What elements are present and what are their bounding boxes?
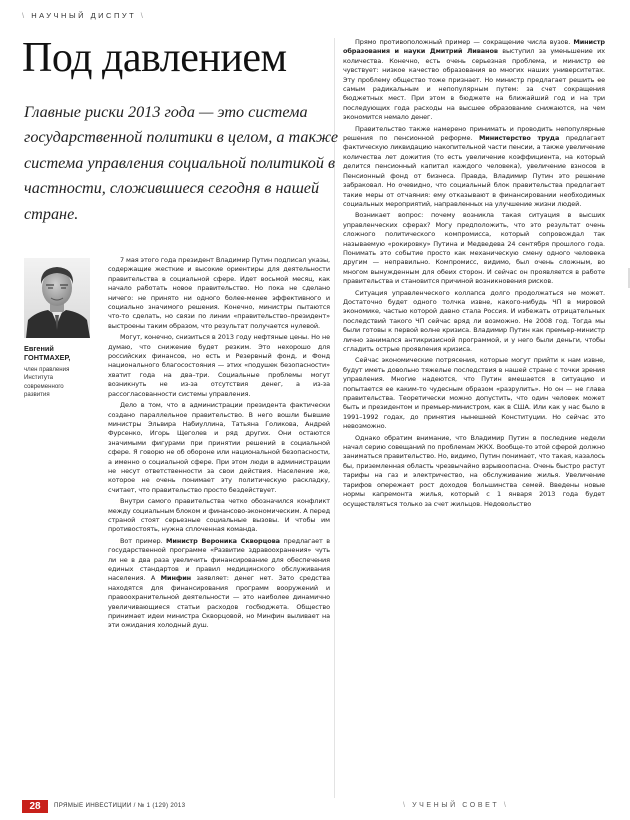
author-role: член правления Института современного развития <box>24 365 70 399</box>
rubric-slash-right: \ <box>140 11 146 20</box>
text-run: Прямо противоположный пример — сокращение числа вузов. <box>355 38 574 46</box>
section-rubric <box>22 11 145 20</box>
paragraph: 7 мая этого года президент Владимир Путин подписал указы, содержащие жесткие и высокие ориентиры для деятельности правительства в социальной сфере. Идет восьмой месяц, как начало работать новое правительство. Но пока не сделано ничего: не принято ни одного более-менее эффективного и социально значимого решения. Конечно, министры пытаются что-то сделать, но связи по линии «правительство–президент» выстроены таким образом, что результат получается нулевой. <box>108 256 330 330</box>
paragraph: Могут, конечно, снизиться в 2013 году нефтяные цены. Но не думаю, что снижение будет резким. Это нехорошо для российских финансов, но есть и Резервный фонд, и Фонд национального благосостояния — этих «подушек безопасности» хватит года на два–три. Социальные проблемы могут возникнуть не из-за отсутствия денег, а из-за рассогласованности системы управления. <box>108 333 330 398</box>
paragraph <box>343 38 605 123</box>
paragraph: Ситуация управленческого коллапса долго продолжаться не может. Достаточно будет одного толчка извне, какого-нибудь ЧП в мировой экономике, частью которой давно стала Россия. И избежать отрицательных последствий такого ЧП сейчас вряд ли возможно. Не 2008 год. Тогда мы были готовы к первой волне кризиса. Владимир Путин как премьер-министр лично занимался антикризисной программой, и у него были деньги, чтобы сгладить острые проявления кризиса. <box>343 288 605 353</box>
page-footer <box>0 796 630 820</box>
footer-rubric-text: УЧЕНЫЙ СОВЕТ <box>412 802 500 809</box>
article-column-1 <box>108 256 330 776</box>
bold-run: Министр образования и науки Дмитрий Ливанов <box>343 38 605 56</box>
footer-rubric <box>403 802 508 809</box>
author-byline <box>24 344 88 399</box>
bold-run: Министр Вероника Скворцова <box>166 536 280 545</box>
page-title: Под давлением <box>22 35 287 81</box>
author-last-name: ГОНТМАХЕР, <box>24 353 71 363</box>
paragraph: Однако обратим внимание, что Владимир Путин в последние недели начал серию совещаний по проблемам ЖКХ. Вообще-то этой сферой должно заниматься правительство. Но, видимо, Путин понимает, что такая, казалось бы, приземленная область чрезвычайно взрывоопасна. Очень быстро растут тарифы на газ и электричество, на обслуживание жилья. Увеличение тарифов опережает рост доходов большинства семей. Введены новые нормы капремонта жилья, который с 1 января 2013 года будет осуществляться только за счет жильцов. Недовольство <box>343 433 605 508</box>
lead-paragraph: Главные риски 2013 года — это система государственной политики в целом, а также система управления социальной политикой в частности, сложившиеся сегодня в нашей стране. <box>24 103 339 223</box>
author-photo <box>24 258 90 338</box>
paragraph <box>343 125 605 210</box>
paragraph: Внутри самого правительства четко обозначился конфликт между социальным блоком и финансово-экономическим. А перед страной стоят серьезные социальные вызовы. И чтобы им противостоять, нужна сплоченная команда. <box>108 497 330 534</box>
rubric-slash-right: \ <box>503 802 509 809</box>
publication-info: ПРЯМЫЕ ИНВЕСТИЦИИ / № 1 (129) 2013 <box>54 802 186 809</box>
paragraph <box>108 537 330 631</box>
text-run: предлагает фактическую ликвидацию накопительной части пенсии, а также увеличение количества лет дожития (то есть увеличение коэффициента, на который делится пенсионный капитал каждого человека), увеличение взносов в Пенсионный фонд от бизнеса. Правда, Владимир Путин это решение забраковал. Но очевидно, что социальный блок правительства предлагает такие меры от отчаяния: ему отказывают в финансировании необходимых социальных мероприятий, направленных на улучшение жизни людей. <box>343 134 605 208</box>
text-run: заявляет: денег нет. Зато средства находятся для финансирования программ вооружений и правоохранительной деятельности — это наиболее динамично увеличивающиеся статьи расходов госбюджета. Общество принимает идеи министра Скворцовой, но Минфин выливает на эти ожидания холодный душ. <box>108 574 330 630</box>
article-column-2 <box>343 38 605 800</box>
text-run: Правительство также намерено принимать и проводить непопулярные решения по пенсионной реформе. <box>343 124 605 143</box>
portrait-image <box>24 258 90 338</box>
paragraph: Дело в том, что в администрации президента фактически создано параллельное правительство. В него вошли бывшие министры Эльвира Набиуллина, Татьяна Голикова, Андрей Фурсенко, Игорь Щеголев и ряд других. Они остаются значимыми фигурами при принятии решений в социальной сфере. Я говорю не об обороне или национальной безопасности, а именно о социальной сфере. При этом люди в администрации не несут ответственности за свои действия. Население же, которое не очень понимает эту политическую раскладку, считает, что правительство просто бездействует. <box>108 401 330 494</box>
rubric-slash-left: \ <box>403 802 408 809</box>
rubric-text: НАУЧНЫЙ ДИСПУТ <box>31 11 137 20</box>
bold-run: Минфин <box>160 574 192 583</box>
bold-run: Министерство труда <box>478 134 560 143</box>
text-run: предлагает в государственной программе «Развитие здравоохранения» чуть ли не в два раза увеличить финансирование для обеспечения единых стандартов и правил медицинского обслуживания населения. А <box>108 536 330 583</box>
author-first-name: Евгений <box>24 344 54 353</box>
paragraph: Возникает вопрос: почему возникла такая ситуация в высших управленческих сферах? Могу предположить, что это результат очень сложного политического компромисса, который сопровождал так называемую «рокировку» Путина и Медведева 24 сентября прошлого года. Понимать это событие просто как механическую смену одного человека другим — неправильно. Компромисс, видимо, был очень сложным, во многом вынужденным для обеих сторон. И сейчас он проявляется в работе правительства и становится причиной возникновения рисков. <box>343 211 605 286</box>
rubric-slash-left: \ <box>22 11 27 20</box>
text-run: Вот пример. <box>120 536 167 545</box>
text-run: выступил за уменьшение их количества. Конечно, есть очень серьезная проблема, и министр ее чувствует: низкое качество образования во многих наших университетах. Эту проблему общество тоже признает. Но министр предлагает решить ее самым радикальным и непопулярным путем: за счет сокращения бюджетных мест. При этом в бюджете на ближайший год и на три последующих года расходы на высшее образование снижаются, на чем экономится немало денег. <box>343 47 605 122</box>
page-number: 28 <box>22 800 48 813</box>
paragraph: Сейчас экономические потрясения, которые могут прийти к нам извне, будут иметь довольно тяжелые последствия в нашей стране с точки зрения управления. Многие надеются, что Путин вмешается в ситуацию и попытается ее каким-то чудесным образом «разрулить». Но он — не глава правительства. Теоретически можно допустить, что один человек может быть и президентом и премьер-министром, как в США. Или как у нас было в 1991–1992 годах, до принятия нынешней Конституции. Но сейчас это невозможно. <box>343 356 605 431</box>
